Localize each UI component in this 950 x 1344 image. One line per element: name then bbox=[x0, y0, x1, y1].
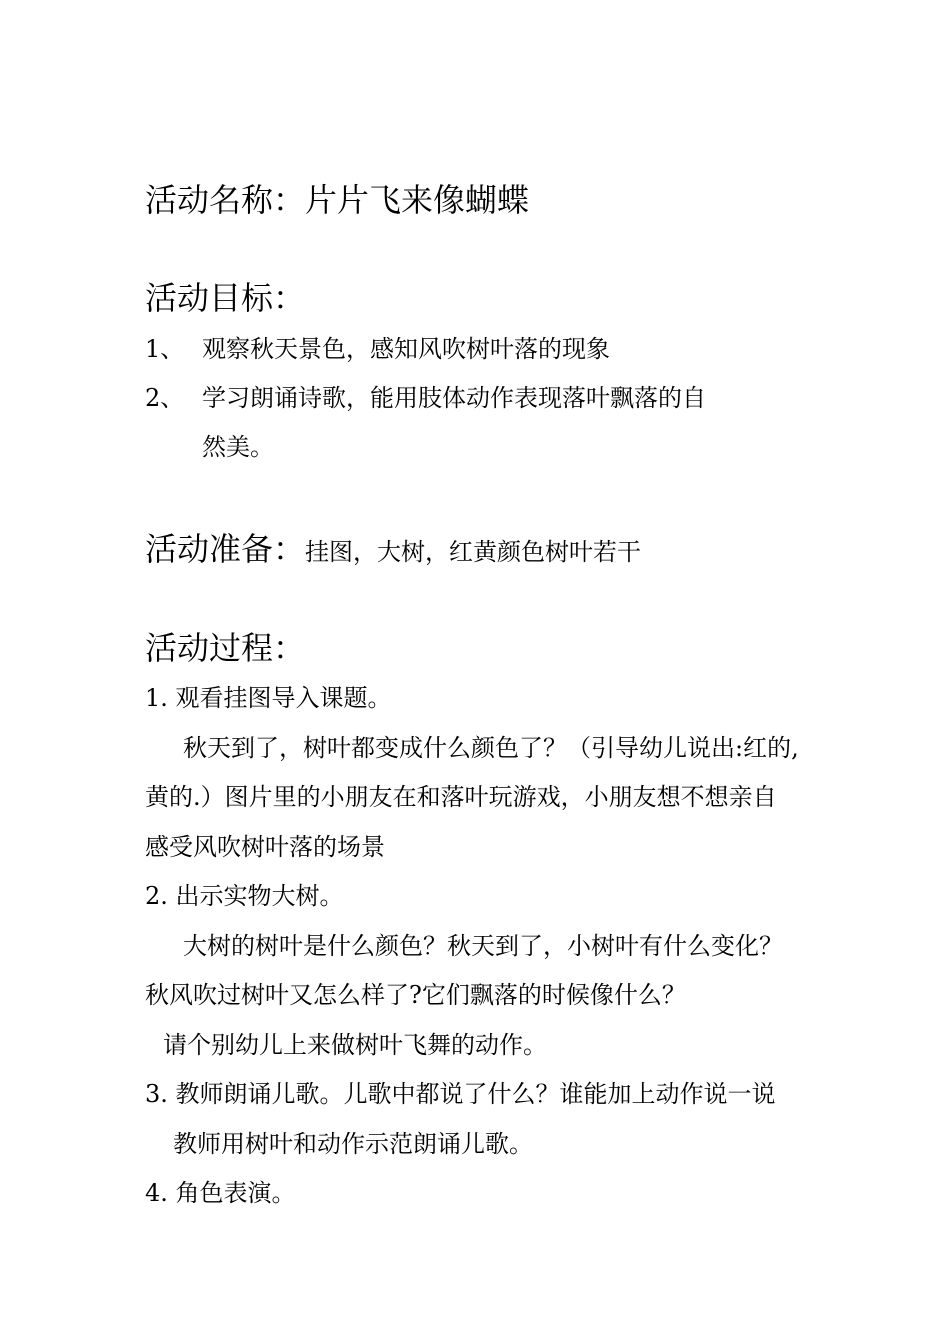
step-4-title: 4. 角色表演。 bbox=[145, 1179, 296, 1207]
step-1-title: 1. 观看挂图导入课题。 bbox=[145, 684, 392, 712]
prep-text: 挂图，大树，红黄颜色树叶若干 bbox=[305, 538, 642, 566]
goal-text: 观察秋天景色，感知风吹树叶落的现象 bbox=[202, 335, 610, 363]
activity-name-title: 活动名称：片片飞来像蝴蝶 bbox=[145, 181, 530, 219]
step-1-paragraph: 黄的.）图片里的小朋友在和落叶玩游戏，小朋友想不想亲自 bbox=[145, 783, 777, 811]
goal-number: 2、 bbox=[145, 384, 185, 412]
step-3-paragraph: 教师用树叶和动作示范朗诵儿歌。 bbox=[173, 1130, 533, 1158]
goal-item-2-continuation: 然美。 bbox=[202, 433, 274, 461]
goals-heading: 活动目标： bbox=[145, 279, 306, 317]
step-3-title: 3. 教师朗诵儿歌。儿歌中都说了什么？谁能加上动作说一说 bbox=[145, 1080, 776, 1108]
goal-number: 1、 bbox=[145, 335, 185, 363]
goal-text: 学习朗诵诗歌，能用肢体动作表现落叶飘落的自 bbox=[202, 384, 706, 412]
step-1-paragraph: 感受风吹树叶落的场景 bbox=[145, 833, 385, 861]
step-1-paragraph: 秋天到了，树叶都变成什么颜色了？（引导幼儿说出:红的, bbox=[183, 734, 799, 762]
step-2-paragraph: 大树的树叶是什么颜色？秋天到了，小树叶有什么变化？ bbox=[183, 932, 783, 960]
goal-item-2 bbox=[145, 386, 706, 410]
step-2-title: 2. 出示实物大树。 bbox=[145, 882, 344, 910]
step-2-paragraph: 秋风吹过树叶又怎么样了?它们飘落的时候像什么？ bbox=[145, 981, 686, 1009]
process-heading: 活动过程： bbox=[145, 629, 306, 667]
step-2-paragraph: 请个别幼儿上来做树叶飞舞的动作。 bbox=[163, 1031, 547, 1059]
prep-heading: 活动准备： bbox=[145, 530, 306, 568]
goal-item-1 bbox=[145, 337, 610, 361]
prep-line bbox=[145, 530, 642, 568]
